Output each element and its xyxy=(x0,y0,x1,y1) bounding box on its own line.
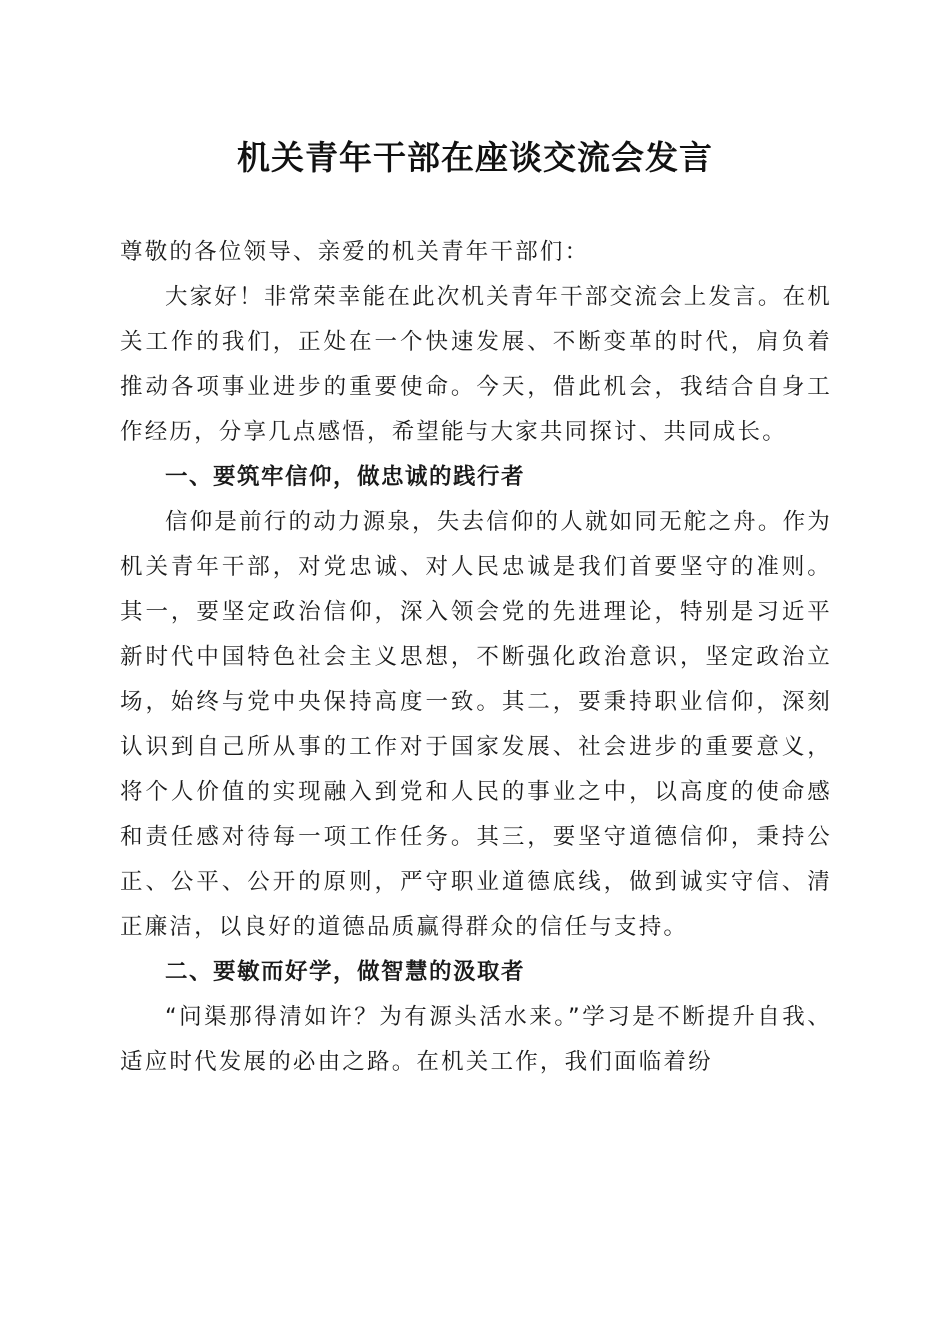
section-body-2: “问渠那得清如许？为有源头活水来。”学习是不断提升自我、适应时代发展的必由之路。在机关工作，我们面临着纷 xyxy=(120,1004,832,1075)
section-heading-2: 二、要敏而好学，做智慧的汲取者 xyxy=(165,959,526,985)
section-heading-1: 一、要筑牢信仰，做忠诚的践行者 xyxy=(165,464,526,490)
document-body xyxy=(120,230,832,1085)
salutation: 尊敬的各位领导、亲爱的机关青年干部们： xyxy=(120,239,590,265)
section-body-1: 信仰是前行的动力源泉，失去信仰的人就如同无舵之舟。作为机关青年干部，对党忠诚、对人民忠诚是我们首要坚守的准则。其一，要坚定政治信仰，深入领会党的先进理论，特别是习近平新时代中国特色社会主义思想，不断强化政治意识，坚定政治立场，始终与党中央保持高度一致。其二，要秉持职业信仰，深刻认识到自己所从事的工作对于国家发展、社会进步的重要意义，将个人价值的实现融入到党和人民的事业之中，以高度的使命感和责任感对待每一项工作任务。其三，要坚守道德信仰，秉持公正、公平、公开的原则，严守职业道德底线，做到诚实守信、清正廉洁，以良好的道德品质赢得群众的信任与支持。 xyxy=(120,509,832,940)
intro-paragraph: 大家好！非常荣幸能在此次机关青年干部交流会上发言。在机关工作的我们，正处在一个快速发展、不断变革的时代，肩负着推动各项事业进步的重要使命。今天，借此机会，我结合自身工作经历，分享几点感悟，希望能与大家共同探讨、共同成长。 xyxy=(120,284,832,445)
document-title: 机关青年干部在座谈交流会发言 xyxy=(237,138,713,177)
